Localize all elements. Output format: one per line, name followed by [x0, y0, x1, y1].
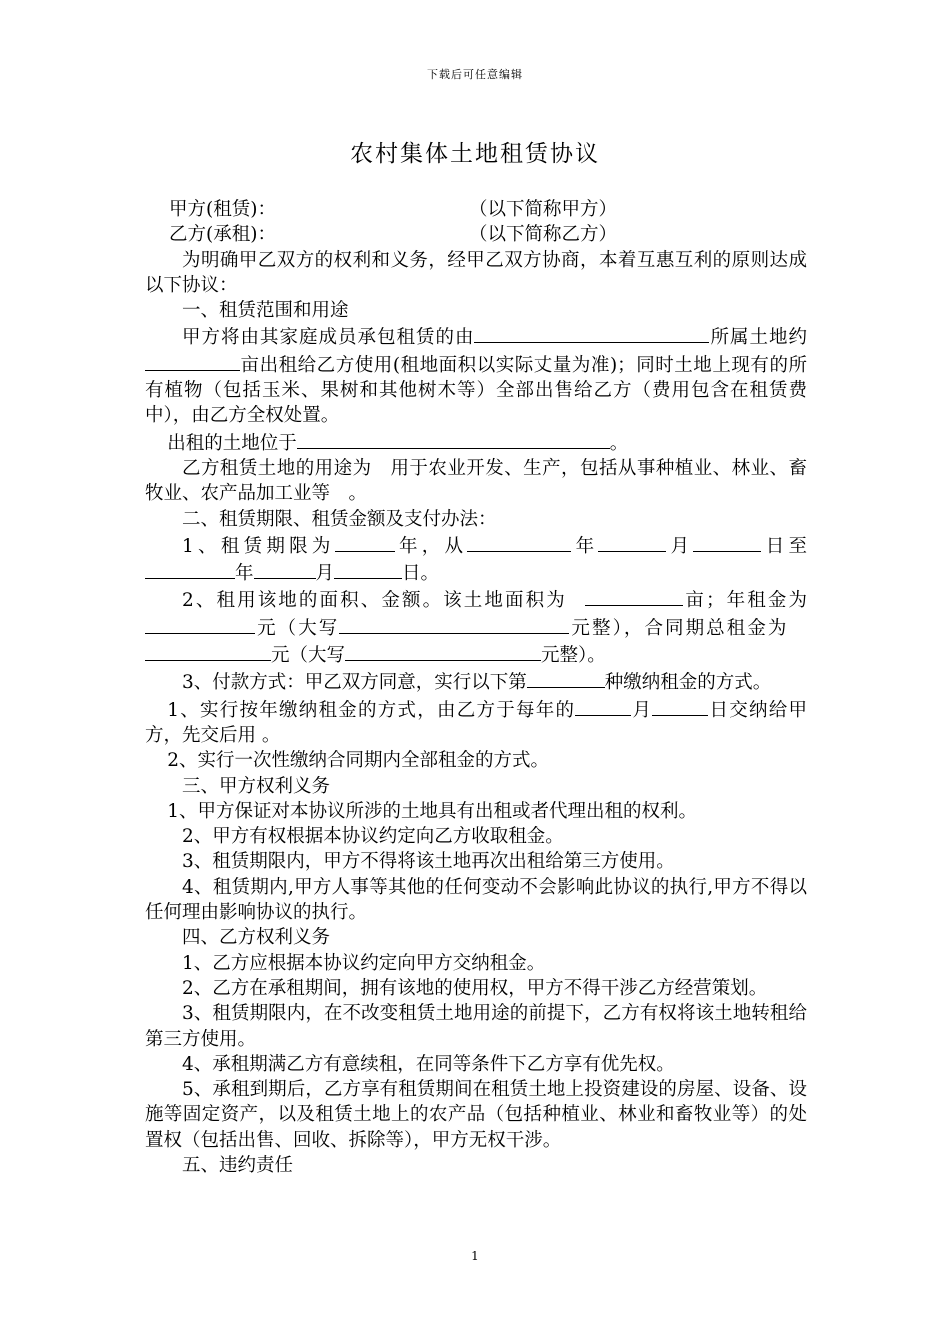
section-1-usage: 乙方租赁土地的用途为 用于农业开发、生产，包括从事种植业、林业、畜牧业、农产品加工业等 。 — [145, 457, 807, 505]
blank-end-month[interactable] — [254, 559, 316, 579]
blank-annual-rent[interactable] — [145, 614, 255, 634]
section-1-heading: 一、租赁范围和用途 — [182, 300, 349, 322]
blank-end-year[interactable] — [145, 559, 235, 579]
section-3-item-2: 2、甲方有权根据本协议约定向乙方收取租金。 — [182, 826, 564, 848]
blank-annual-rent-words[interactable] — [339, 614, 569, 634]
blank-start-day[interactable] — [693, 532, 761, 552]
section-2-payment: 3、付款方式：甲乙双方同意，实行以下第 种缴纳租金的方式。 — [145, 668, 807, 695]
section-4-item-2: 2、乙方在承租期间，拥有该地的使用权，甲方不得干涉乙方经营策划。 — [182, 977, 768, 999]
blank-term-years[interactable] — [335, 532, 395, 552]
section-3-heading: 三、甲方权利义务 — [182, 775, 331, 797]
payment-option-2: 2、实行一次性缴纳合同期内全部租金的方式。 — [167, 750, 549, 772]
blank-area-mu[interactable] — [585, 586, 683, 606]
document-body — [145, 197, 807, 1178]
party-a-line — [145, 197, 807, 222]
blank-total-rent-words[interactable] — [345, 641, 541, 661]
section-1-location: 出租的土地位于 。 — [145, 429, 807, 456]
blank-pay-day[interactable] — [652, 696, 708, 716]
party-a-note: （以下简称甲方） — [468, 199, 617, 220]
document-title: 农村集体土地租赁协议 — [350, 141, 600, 167]
preamble: 为明确甲乙双方的权利和义务，经甲乙双方协商，本着互惠互利的原则达成以下协议： — [145, 249, 807, 296]
blank-land-area[interactable] — [145, 351, 240, 371]
section-2-area: 2、租用该地的面积、金额。该土地面积为 亩；年租金为元（大写 元整），合同期总租金为 元（大写 元整）。 — [145, 586, 807, 668]
section-5-heading: 五、违约责任 — [182, 1154, 294, 1176]
section-1-scope: 甲方将由其家庭成员承包租赁的由 所属土地约亩出租给乙方使用(租地面积以实际丈量为准)；同时土地上现有的所有植物（包括玉米、果树和其他树木等）全部出售给乙方（费用包含在租赁费中），由乙方全权处置。 — [145, 323, 807, 428]
blank-payment-option[interactable] — [527, 668, 605, 688]
blank-village[interactable] — [474, 323, 709, 343]
party-b-note: （以下简称乙方） — [468, 224, 617, 246]
blank-start-year[interactable] — [467, 532, 571, 552]
section-4-item-5: 5、承租到期后，乙方享有租赁期间在租赁土地上投资建设的房屋、设备、设施等固定资产，以及租赁土地上的农产品（包括种植业、林业和畜牧业等）的处置权（包括出售、回收、拆除等），甲方无权干涉。 — [145, 1079, 807, 1151]
header-note: 下载后可任意编辑 — [427, 68, 523, 81]
section-4-item-3: 3、租赁期限内，在不改变租赁土地用途的前提下，乙方有权将该土地转租给第三方使用。 — [145, 1003, 807, 1050]
party-a-label: 甲方(租赁)： — [169, 199, 276, 220]
blank-end-day[interactable] — [334, 559, 402, 579]
blank-start-month[interactable] — [598, 532, 666, 552]
section-3-item-3: 3、租赁期限内，甲方不得将该土地再次出租给第三方使用。 — [182, 851, 675, 873]
page-number: 1 — [471, 1249, 479, 1263]
section-4-item-1: 1、乙方应根据本协议约定向甲方交纳租金。 — [182, 952, 546, 974]
blank-location[interactable] — [297, 429, 610, 449]
section-4-heading: 四、乙方权利义务 — [182, 927, 331, 949]
section-2-heading: 二、租赁期限、租赁金额及支付办法： — [182, 508, 497, 530]
payment-option-1: 1、实行按年缴纳租金的方式，由乙方于每年的 月 日交纳给甲方，先交后用 。 — [145, 696, 807, 749]
party-b-line — [145, 222, 807, 247]
section-2-term: 1、租赁期限为 年，从 年 月 日至年 月 日。 — [145, 532, 807, 587]
section-4-item-4: 4、承租期满乙方有意续租，在同等条件下乙方享有优先权。 — [182, 1053, 675, 1075]
party-b-label: 乙方(承租)： — [169, 224, 276, 246]
blank-total-rent[interactable] — [145, 641, 271, 661]
section-3-item-1: 1、甲方保证对本协议所涉的土地具有出租或者代理出租的权利。 — [167, 800, 697, 822]
section-3-item-4: 4、租赁期内,甲方人事等其他的任何变动不会影响此协议的执行,甲方不得以任何理由影响协议的执行。 — [145, 876, 807, 924]
blank-pay-month[interactable] — [575, 696, 631, 716]
